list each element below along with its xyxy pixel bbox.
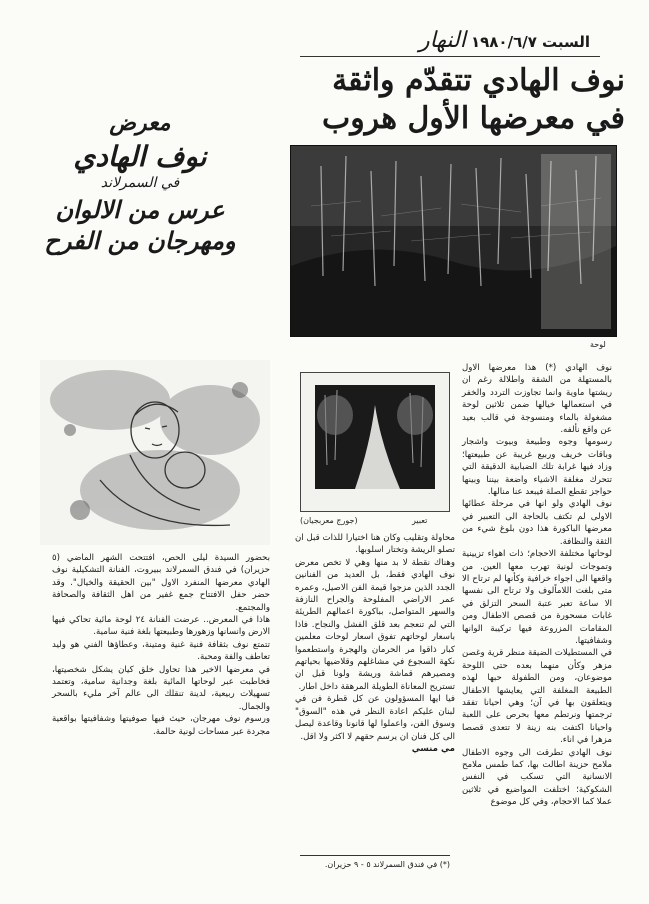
hand-lettered-title (40, 110, 240, 255)
author-signature: مي منسي (411, 743, 455, 754)
article-column-right (462, 362, 612, 809)
paragraph: نوف الهادي تطرقت الى وجوه الاطفال ملامح حزينة اطالت بها، كما طمس ملامح الانسانية التي تسكب في النفس الشكوكية؛ اختلفت المواضيع في ثلاثين عملا كما الاحجام، وفي كل موضوع (462, 747, 612, 808)
paragraph: رسومها وجوه وطبيعة وبيوت واشجار وباقات خريف وربيع غريبة عن طبيعتها؛ وزاد فيها غرابة تلك الضبابية الدقيقة التي تتحرك مغلفة الاشياء واضعة بيننا وبينها حواجز تقطع الصلة فيبعد عنا منالها. (462, 437, 612, 498)
paragraph: نوف الهادي ولو انها في مرحلة عطائها الاولى لم تكتف بالحاجة الى التعبير في معرضها الباكورة هذا دون بلوغ شيء من الثقة والنظافة. (462, 499, 612, 547)
paragraph: وهناك نقطة لا بد منها وهي لا تخص معرض نوف الهادي فقط، بل العديد من الفنانين الجدد الذين مزجوا قيمة الفن الاصيل، وعمره عمر الاراضي المفلوحة والجراح النازفة والسهر المتواصل، بباكورة اعمالهم الطريئة التي لم تنعجم بعد قلق الفشل والنجاح. فاذا باسعار لوحاتهم تفوق اسعار لوحات معلمين كبار ذاقوا مر الحرمان والهجرة واستطعموا نكهة السجوع في مشاغلهم وقلاضيها بحياتهم ومصيرهم قماشة وريشة ولونا قبل ان تستريح المعاناة الطويلة المرهقة داخل اطار. (295, 557, 455, 692)
article-headline (300, 62, 625, 138)
masthead (330, 28, 590, 54)
small-painting-caption-left: تعبير (412, 516, 428, 525)
sketch-illustration (40, 360, 270, 545)
main-painting-photo (290, 145, 617, 337)
hand-title-line-4: عرس من الالوان (55, 195, 225, 224)
headline-line-1: نوف الهادي تتقدّم واثقة (332, 63, 625, 98)
paragraph: في المستطيلات الضيقة منظر قرية وغصن مزهر وكأن منهما بعده حتى اللوحة موضوعان، ومن الطفولة حبها لهذه الطبيعة المغلفة التي يعايشها الاطفال ويتعلقون بها في آن؛ وهي احيانا تفقد ترجمتها ونرتطم معها بحرص على اللعبة واحيانا اكتفت بنه زينة لا تتعدى قصصا مزهرا في اناء. (462, 648, 612, 746)
masthead-rule (300, 56, 600, 57)
small-painting-caption-right: (جورج معربجيان) (300, 516, 358, 525)
masthead-date: ١٩٨٠/٦/٧ (470, 33, 537, 51)
paragraph: لوحاتها مختلفة الاحجام؛ ذات اهواء تزيينية وتموجات لونية تهرب معها العين. من واقعها الى اجواء خرافية وكأنها لم ترتاح الا متى بلغت اللاماًلوف ولا ترتاح الى نفسها الا ساعة تعبر عتبة السحر التزلق في غابات مسحورة من قصص الاطفال ومن المقامات المزروعة فيها تركيبة الوانها وشفافيتها. (462, 549, 612, 646)
hand-title-line-2: نوف الهادي (73, 140, 207, 173)
forest-painting-image (291, 146, 616, 336)
hand-title-line-1: معرض (109, 110, 171, 136)
paragraph: تتمتع نوف بثقافة فنية غنية ومتينة، وعطاؤها الفني هو وليد تعاطف والفة ومحبة. (52, 639, 270, 663)
article-column-middle (295, 532, 455, 755)
small-painting-canvas (315, 385, 435, 489)
paragraph: بحضور السيدة ليلى الحص، افتتحت الشهر الماضي (٥ حزيران) في فندق السمرلاند ببيروت، الفنانة التشكيلية نوف الهادي معرضها المنفرد الاول "بين الحقيقة والخيال". وقد حضر حفل الافتتاح جمع غفير من اهل الثقافة والصحافة والمجتمع. (52, 553, 270, 613)
paragraph: ورسوم نوف مهرجان، حيث فيها صوفيتها وشفافيتها بواقعية مجردة عبر مساحات لونية حالمة. (52, 714, 270, 737)
paragraph: محاولة وتقليب وكان هنا اختيارا للذات قبل ان تصلو الريشة وتختار اسلوبها. (295, 533, 455, 556)
paragraph: فيا ايها المسؤولون عن كل قطرة فن في لبنان عليكم اعادة النظر في هذه "السوق" وسوق الفن، واعملوا لها قانونا وقاعدة ليصل الى كل فنان ان يرسم حقهم لا اكثر ولا اقل. (295, 694, 455, 742)
headline-line-2: في معرضها الأول هروب (321, 101, 625, 136)
small-painting-photo (300, 372, 450, 512)
article-column-left (52, 552, 270, 738)
paragraph: نوف الهادي (*) هذا معرضها الاول بالمستهلة من الشقة واطلالة رغم ان ريشتها ماوية وانما تجاوزت التردد والخفر في استعمالها خيالها ضمن ثلاثين لوحة مشغولة بالماء ومنسوجة في قالب بعيد عن واقع نألفه. (462, 363, 612, 436)
masthead-paper-name: النهار (418, 28, 466, 53)
footnote: (*) في فندق السمرلاند ٥ - ٩ حزيران. (324, 860, 450, 869)
footnote-rule (300, 855, 450, 856)
hand-title-line-5: ومهرجان من الفرح (44, 226, 236, 255)
hand-title-line-3: في السمرلاند (100, 175, 180, 191)
main-painting-caption: لوحة (590, 340, 606, 349)
mother-child-sketch-image (40, 360, 270, 545)
paragraph: هاذا في المعرض.. عرضت الفنانة ٢٤ لوحة مائية تحاكي فيها الارض وانسانها وزهورها وطبيعتها بلغة فنية سامية. (52, 615, 271, 638)
river-painting-image (315, 385, 435, 489)
paragraph: في معرضها الاخير هذا تحاول خلق كيان يشكل شخصيتها، فخاطبت عبر لوحاتها المائية بلغة وجدانية سامية، وتعتمد تسهيلات ربيعية، لدينة تنقلك الى عالم آخر مليء بالسحر والجمال. (52, 664, 270, 712)
masthead-day: السبت (541, 33, 590, 51)
